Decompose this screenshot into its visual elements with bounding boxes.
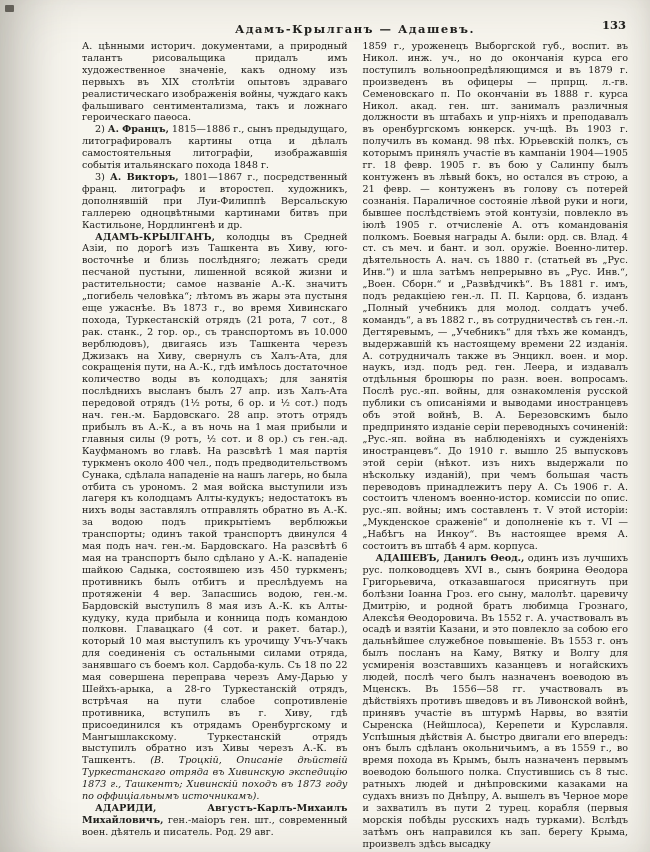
paragraph-adaridi-continuation [363,41,629,553]
paragraph-adam-franz [82,124,348,172]
left-column [82,41,348,851]
running-title: Адамъ-Крылганъ — Адашевъ. [235,22,475,36]
paragraph-adam-viktor [82,172,348,232]
item-number: 3) [95,171,111,183]
article-headword: АДАМЪ-КРЫЛГАНЪ, [95,231,215,243]
paragraph-text: А. цѣнными историч. документами, а природный талантъ рисовальщика придалъ имъ художественное значеніе, какъ одному изъ первыхъ въ XIX столѣтіи опытовъ здраваго реалистическаго изображенія войны, чуждаго какъ фальшиваго сентиментализма, такъ и ложнаго героическаго паѳоса. [82,41,348,124]
paragraph-text: 1815—1886 г., сынъ предыдущаго, литографировалъ картины отца и дѣлалъ самостоятельныя литографіи, изображавшія событія итальянскаго похода 1848 г. [82,124,348,172]
article-headword: АДАШЕВЪ, Данилъ Ѳеод., [375,552,525,564]
bibliography-reference: (В. Троцкій, Описаніе дѣйствій Туркестанскаго отряда въ Хивинскую экспедицію 1873 г., Ташкентъ; Хивинскій походъ въ 1873 году по оффиціальнымъ источникамъ). [82,755,348,803]
item-number: 2) [95,124,108,136]
right-column [363,41,629,851]
text-columns [82,41,628,851]
entry-name: А. Викторъ, [110,171,179,183]
article-adam-krylgan [82,232,348,804]
scan-artifact [5,5,14,12]
paragraph-text: ген.-маіоръ ген. шт., современный воен. дѣятель и писатель. Род. 29 авг. [82,814,348,838]
page-header [82,18,628,34]
page-number: 133 [601,18,626,32]
entry-name: А. Францъ, [107,124,169,136]
paragraph-text: колодцы въ Средней Азіи, по дорогѣ изъ Ташкента въ Хиву, юго-восточнѣе и близь послѣдняго; лежатъ среди песчаной пустыни, лишенной всякой жизни и растительности; самое названіе А.-К. значитъ „погибель человѣка“; лѣтомъ въ жары эта пустыня еще ужаснѣе. Въ 1873 г., во время Хивинскаго похода, Туркестанскій отрядъ (21 рота, 7 сот., 8 рак. станк., 2 гор. ор., съ транспортомъ въ 10.000 верблюдовъ), двигаясь изъ Ташкента черезъ Джизакъ на Хиву, свернулъ съ Халъ-Ата, для сокращенія пути, на А.-К., гдѣ имѣлось достаточное количество воды въ колодцахъ; для занятія послѣднихъ высланъ былъ 27 апр. изъ Халъ-Ата передовой отрядъ (1½ роты, 6 ор. и ½ сот.) подъ нач. ген.-м. Бардовскаго. 28 апр. этотъ отрядъ прибылъ въ А.-К., а въ ночь на 1 мая прибыли и главныя силы (9 ротъ, ½ сот. и 8 ор.) съ ген.-ад. Кауфманомъ во главѣ. На разсвѣтѣ 1 мая партія туркменъ около 400 чел., подъ предводительствомъ Сунака, сдѣлала нападеніе на нашъ лагерь, но была отбита съ урономъ. 2 мая войска выступили изъ лагеря къ колодцамъ Алты-кудукъ; недостатокъ въ нихъ воды заставлялъ отправлять обратно въ А.-К. за водою подъ прикрытіемъ верблюжьи транспорты; одинъ такой транспортъ двинулся 4 мая подъ нач. ген.-м. Бардовскаго. На разсвѣтѣ 6 мая на транспортъ было сдѣлано у А.-К. нападеніе шайкою Садыка, состоявшею изъ 450 туркменъ; противникъ былъ отбитъ и преслѣдуемъ на протяженіи 4 вер. Запасшись водою, ген.-м. Бардовскій выступилъ 8 мая изъ А.-К. къ Алты-кудуку, куда прибыла и конница подъ командою полковн. Главацкаго (4 сот. и ракет. батар.), который 10 мая выступилъ къ урочищу Учъ-Учакъ для соединенія съ остальными силами отряда, занявшаго съ боемъ кол. Сардоба-куль. Съ 18 по 22 мая совершена переправа черезъ Аму-Дарью у Шейхъ-арыка, а 28-го Туркестанскій отрядъ, встрѣчая на пути слабое сопротивленіе противника, вступилъ въ г. Хиву, гдѣ присоединился къ отрядамъ Оренбургскому и Мангышлакскому. Туркестанскій отрядъ выступилъ обратно изъ Хивы черезъ А.-К. въ Ташкентъ. [82,231,348,767]
paragraph-adam-continuation [82,41,348,124]
paragraph-text: одинъ изъ лучшихъ рус. полководцевъ XVI в., сынъ боярина Ѳеодора Григорьевича, отказавшагося присягнуть при болѣзни Іоанна Гроз. его сыну, малолѣт. царевичу Дмитрію, и родной братъ любимца Грознаго, Алексѣя Ѳеодоровича. Въ 1552 г. А. участвовалъ въ осадѣ и взятіи Казани, и это повлекло за собою его дальнѣйшее служебное повышеніе. Въ 1553 г. онъ былъ посланъ на Каму, Вятку и Волгу для усмиренія возставшихъ казанцевъ и ногайскихъ людей, послѣ чего былъ назначенъ воеводою въ Мценскъ. Въ 1556—58 гг. участвовалъ въ дѣйствіяхъ противъ шведовъ и въ Ливонской войнѣ, принявъ участіе въ штурмѣ Нарвы, во взятіи Сыренска (Нейшлоса), Керепети и Курславля. Успѣшныя дѣйствія А. быстро двигали его впередъ: онъ былъ сдѣланъ окольничьимъ, а въ 1559 г., во время похода въ Крымъ, былъ назначенъ первымъ воеводою большого полка. Спустившись съ 8 тыс. ратныхъ людей и днѣпровскими казаками на судахъ внизъ по Днѣпру, А. вышелъ въ Черное море и захватилъ въ пути 2 турец. корабля (первыя морскія побѣды русскихъ надъ турками). Вслѣдъ затѣмъ онъ направился къ зап. берегу Крыма, произвелъ здѣсь высадку [362,552,629,850]
article-headword: АДАРИДИ, Августъ-Карлъ-Михаилъ Михайловичъ, [82,803,348,826]
paragraph-text: 1801—1867 г., посредственный франц. литографъ и второстеп. художникъ, дополнявшій при Луи-Филиппѣ Версальскую галлерею одноцвѣтными картинами битвъ при Кастильоне, Нордлингенѣ и др. [82,171,348,231]
paragraph-text: 1859 г., уроженецъ Выборгской губ., воспит. въ Никол. инж. уч., но до окончанія курса его поступилъ вольноопредѣляющимся и въ 1879 г. произведенъ въ офицеры — прпрщ. л.-гв. Семеновскаго п. По окончаніи въ 1888 г. курса Никол. акад. ген. шт. занималъ различныя должности въ штабахъ и упр-ніяхъ и преподавалъ въ оренбургскомъ юнкерск. уч-щѣ. Въ 1903 г. получилъ въ команд. 98 пѣх. Юрьевскій полкъ, съ которымъ принялъ участіе въ кампаніи 1904—1905 гг. 18 февр. 1905 г. въ бою у Салинпу былъ контуженъ въ лѣвый бокъ, но остался въ строю, а 21 февр. — контуженъ въ голову съ потерей сознанія. Параличное состояніе лѣвой руки и ноги, бывшее послѣдствіемъ этой контузіи, повлекло въ іюлѣ 1905 г. отчисленіе А. отъ командованія полкомъ. Боевыя награды А. были: орд. св. Влад. 4 ст. съ меч. и бант. и зол. оружіе. Военно-литер. дѣятельность А. нач. съ 1880 г. (статьей въ „Рус. Инв.“) и шла затѣмъ непрерывно въ „Рус. Инв.“, „Воен. Сборн.“ и „Развѣдчикѣ“. Въ 1881 г. имъ, подъ редакціею ген.-л. П. П. Карцова, б. изданъ „Полный учебникъ для молод. солдатъ учеб. командъ“, а въ 1882 г., въ сотрудничествѣ съ ген.-л. Дегтяревымъ, — „Учебникъ“ для тѣхъ же командъ, выдержавшій къ настоящему времени 22 изданія. А. сотрудничалъ также въ Энцикл. воен. и мор. наукъ, изд. подъ ред. ген. Леера, и издавалъ отдѣльныя брошюры по разн. воен. вопросамъ. Послѣ рус.-яп. войны, для ознакомленія русской публики съ описаніями и выводами иностранцевъ объ этой войнѣ, В. А. Березовскимъ было предпринято изданіе серіи переводныхъ сочиненій: „Рус.-яп. война въ наблюденіяхъ и сужденіяхъ иностранцевъ“. До 1910 г. вышло 25 выпусковъ этой серіи (нѣкот. изъ нихъ выдержали по нѣскольку изданій), при чемъ большая часть переводовъ принадлежитъ перу А. Съ 1906 г. А. состоитъ членомъ военно-истор. комиссіи по опис. рус.-яп. войны; имъ составленъ т. V этой исторіи: „Мукденское сраженіе“ и дополненіе къ т. VI — „Набѣгъ на Инкоу“. Въ настоящее время А. состоитъ въ штабѣ 4 арм. корпуса. [362,41,628,553]
article-adaridi [82,803,348,839]
article-adashev [363,553,629,851]
